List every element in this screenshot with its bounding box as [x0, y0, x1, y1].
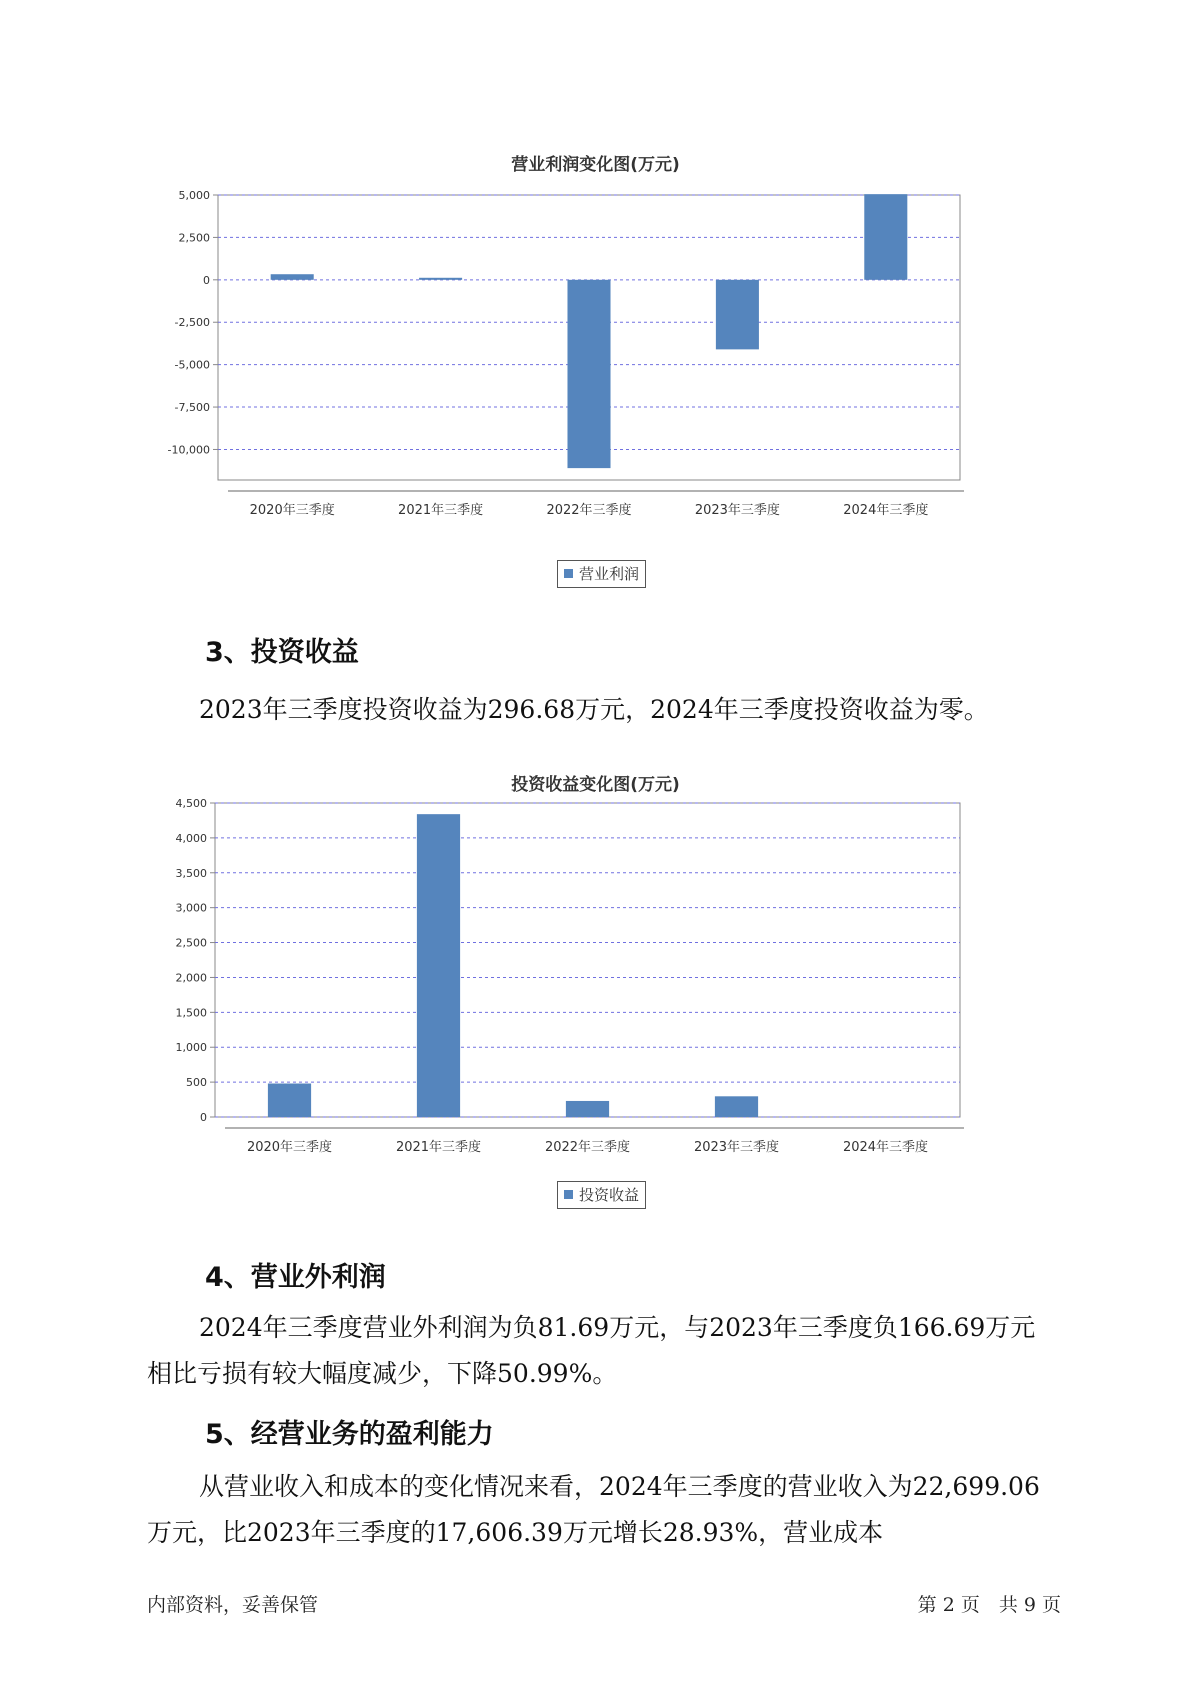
y-tick-label: 1,000: [175, 1041, 207, 1055]
y-tick-label: 0: [203, 273, 210, 287]
x-tick-label: 2021年三季度: [398, 503, 484, 518]
x-tick-label: 2023年三季度: [694, 503, 780, 518]
legend-label: 投资收益: [579, 1186, 640, 1204]
y-tick-label: 3,500: [175, 866, 207, 880]
plot-frame: [215, 803, 960, 1117]
x-tick-label: 2022年三季度: [544, 1140, 631, 1155]
bar: [417, 814, 460, 1117]
chart-title: 投资收益变化图(万元): [511, 775, 680, 795]
y-tick-label: 0: [200, 1111, 207, 1124]
section-heading-non-operating-profit: 4、营业外利润: [205, 1262, 386, 1293]
chart-legend: [557, 1181, 646, 1209]
bar: [715, 1096, 758, 1117]
legend-swatch: [564, 1190, 573, 1199]
x-tick-label: 2022年三季度: [546, 503, 632, 518]
x-tick-label: 2021年三季度: [395, 1140, 482, 1155]
x-tick-label: 2020年三季度: [249, 503, 335, 518]
y-tick-label: 4,000: [175, 831, 207, 845]
bar: [566, 1101, 609, 1117]
x-tick-label: 2024年三季度: [843, 503, 929, 518]
y-tick-label: 2,500: [175, 936, 207, 950]
x-tick-label: 2023年三季度: [693, 1140, 780, 1155]
y-tick-label: 500: [186, 1076, 207, 1090]
section-heading-profitability: 5、经营业务的盈利能力: [205, 1419, 494, 1450]
y-tick-label: -7,500: [174, 401, 210, 415]
y-tick-label: 3,000: [175, 901, 207, 915]
legend-label: 营业利润: [579, 565, 640, 583]
paragraph-investment-income: 2023年三季度投资收益为296.68万元，2024年三季度投资收益为零。: [199, 695, 989, 724]
section-heading-investment-income: 3、投资收益: [205, 637, 359, 668]
y-tick-label: -10,000: [167, 443, 210, 457]
footer-confidential: 内部资料，妥善保管: [147, 1594, 319, 1616]
y-tick-label: -2,500: [174, 316, 210, 330]
y-tick-label: 1,500: [175, 1006, 207, 1020]
y-tick-label: 4,500: [175, 797, 207, 810]
y-tick-label: 2,500: [178, 231, 210, 245]
paragraph-non-operating-profit: 2024年三季度营业外利润为负81.69万元，与2023年三季度负166.69万元相比亏损有较大幅度减少，下降50.99%。: [147, 1313, 1036, 1388]
y-tick-label: 2,000: [175, 971, 207, 985]
y-tick-label: 5,000: [178, 189, 210, 202]
paragraph-profitability: 从营业收入和成本的变化情况来看，2024年三季度的营业收入为22,699.06万元，比2023年三季度的17,606.39万元增长28.93%，营业成本: [147, 1472, 1040, 1547]
x-tick-label: 2024年三季度: [842, 1140, 929, 1155]
footer-page-number: 第 2 页 共 9 页: [917, 1594, 1061, 1616]
x-tick-label: 2020年三季度: [246, 1140, 333, 1155]
y-tick-label: -5,000: [174, 358, 210, 372]
chart-title: 营业利润变化图(万元): [511, 155, 680, 175]
bar: [268, 1084, 311, 1117]
